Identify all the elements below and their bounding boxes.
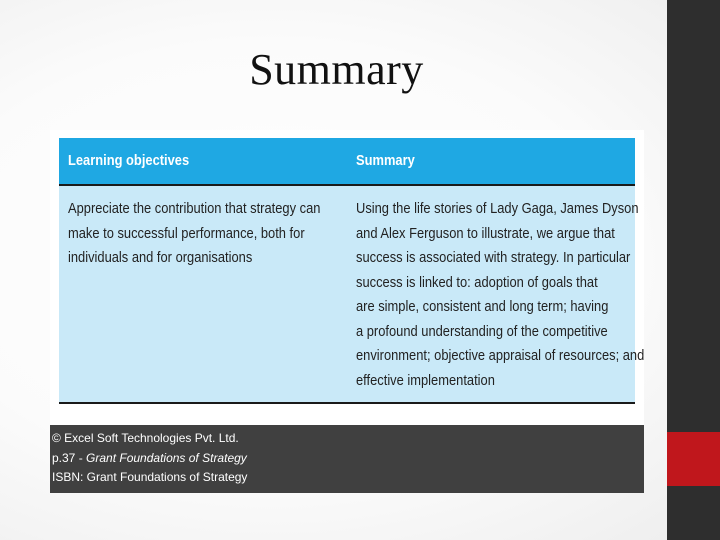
slide-title: Summary: [249, 45, 424, 94]
figure-image: [50, 130, 644, 493]
summary-cell: Using the life stories of Lady Gaga, James Dyson and Alex Ferguson to illustrate, we argue that success is associated with strategy. In particular success is linked to: adoption of goals that are simple, consistent and long term; having a profound understanding of the competitive environment; objective appraisal of resources; and effective implementation: [356, 200, 645, 389]
table-row: [59, 186, 645, 404]
header-summary: Summary: [356, 152, 415, 169]
sidebar-accent-block: [667, 432, 720, 486]
page-reference-prefix: p.37 -: [52, 450, 87, 465]
page-reference-title: Grant Foundations of Strategy: [86, 450, 247, 465]
header-learning-objectives: Learning objectives: [68, 152, 190, 169]
summary-table: [59, 138, 645, 404]
isbn-text: ISBN: Grant Foundations of Strategy: [52, 470, 248, 484]
copyright-text: © Excel Soft Technologies Pvt. Ltd.: [52, 431, 239, 445]
page-reference: [52, 449, 644, 469]
credits-footer: [50, 425, 644, 493]
table-header-row: [59, 138, 635, 186]
objective-cell: Appreciate the contribution that strategy can make to successful performance, both for individuals and for organisations: [68, 200, 321, 266]
